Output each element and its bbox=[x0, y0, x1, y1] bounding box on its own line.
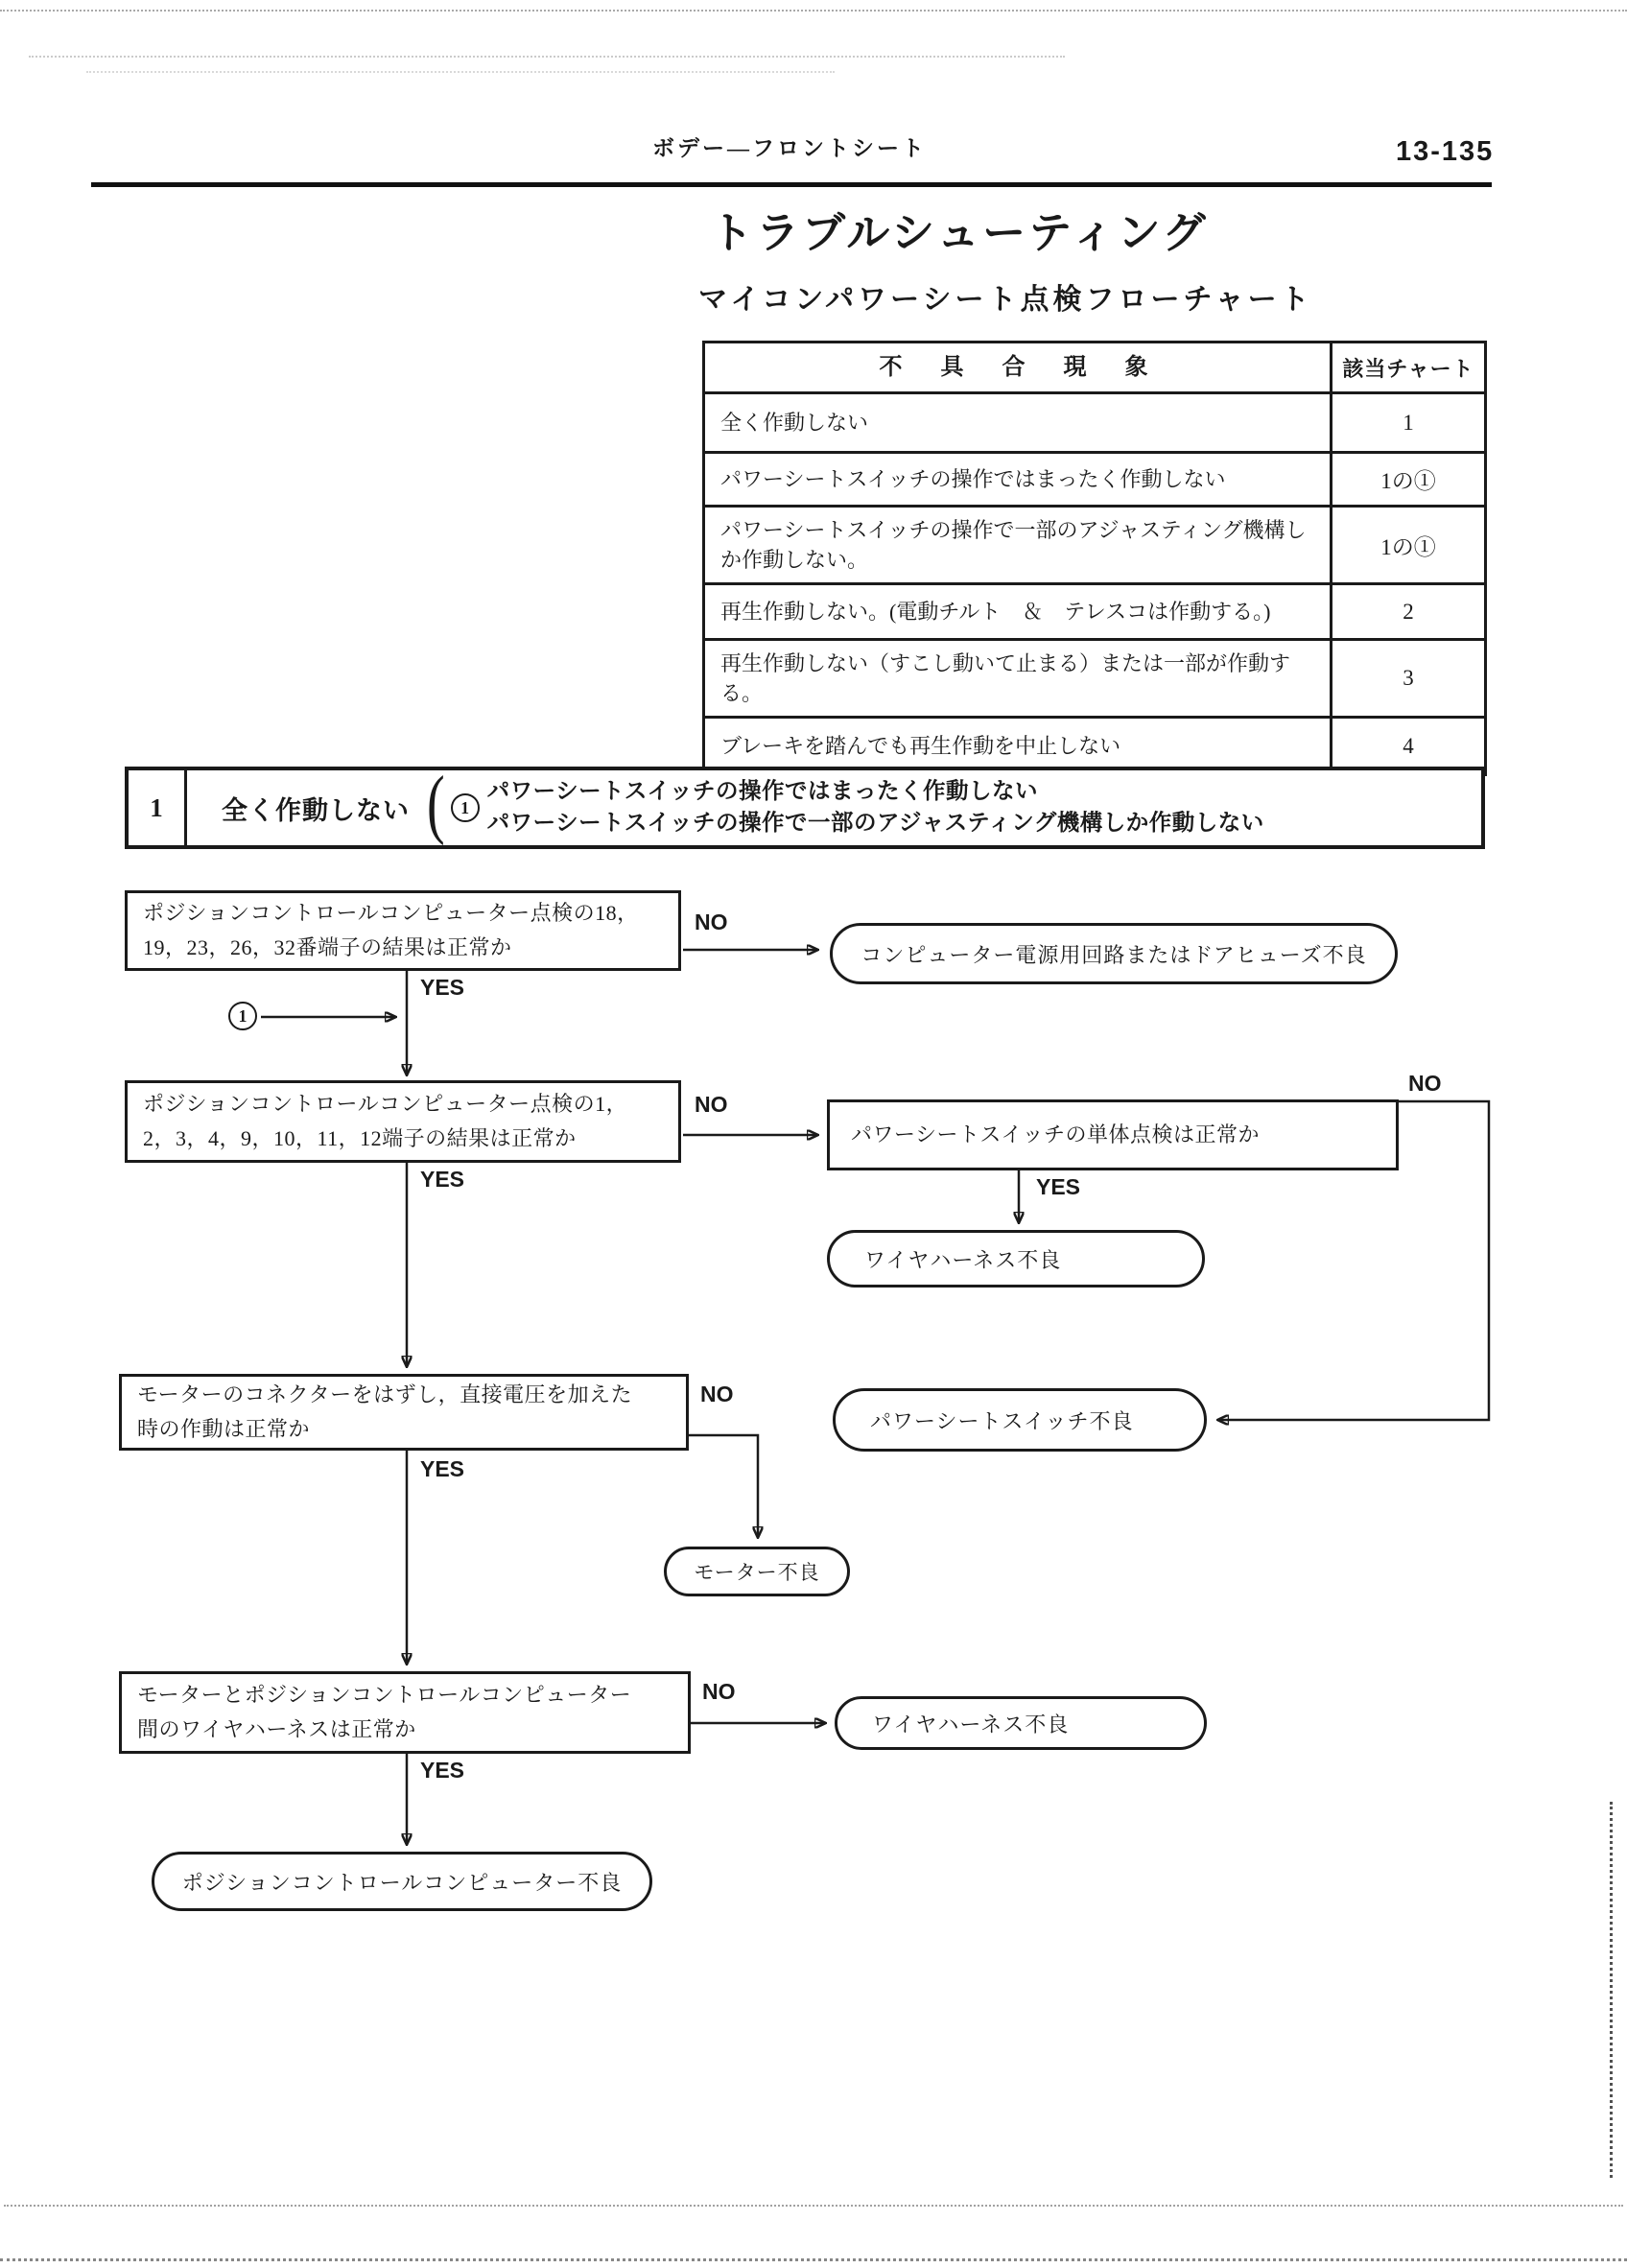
symptom-cell: パワーシートスイッチの操作で一部のアジャスティング機構しか作動しない。 bbox=[705, 508, 1332, 582]
chart-header-cell: 該当チャート bbox=[1342, 356, 1474, 381]
no-label: NO bbox=[695, 910, 728, 934]
circled-number-1-entry: 1 bbox=[228, 1002, 257, 1030]
no-label: NO bbox=[700, 1382, 734, 1406]
symptom-table bbox=[702, 341, 1487, 776]
flow-oval-power-circuit: コンピューター電源用回路またはドアヒューズ不良 bbox=[830, 923, 1398, 984]
symptom-cell: 再生作動しない。(電動チルト ＆ テレスコは作動する。) bbox=[705, 585, 1332, 638]
table-row bbox=[705, 451, 1484, 505]
no-label: NO bbox=[702, 1679, 736, 1704]
yes-label: YES bbox=[420, 1758, 465, 1783]
flow-oval-motor: モーター不良 bbox=[664, 1547, 850, 1596]
table-row bbox=[705, 391, 1484, 451]
symptom-cell: 全く作動しない bbox=[705, 394, 1332, 451]
flow-box-terminal-check-1 bbox=[125, 890, 681, 971]
page-title: トラブルシューティング bbox=[710, 209, 1209, 257]
flow-box-line: パワーシートスイッチの単体点検は正常か bbox=[851, 1122, 1260, 1146]
scan-noise-top-1 bbox=[0, 10, 1627, 12]
header-rule bbox=[91, 182, 1492, 187]
flow-box-line: モーターのコネクターをはずし，直接電圧を加えた bbox=[137, 1382, 633, 1406]
section-number: 1 bbox=[129, 770, 187, 845]
table-row bbox=[705, 638, 1484, 716]
section-label: 全く作動しない bbox=[222, 795, 410, 825]
flow-oval-wire-harness-1: ワイヤハーネス不良 bbox=[827, 1230, 1205, 1288]
chart-cell: 3 bbox=[1403, 666, 1414, 690]
no-label: NO bbox=[1408, 1071, 1442, 1096]
no-label: NO bbox=[695, 1092, 728, 1117]
flow-box-line: 間のワイヤハーネスは正常か bbox=[137, 1717, 416, 1741]
scan-noise-bottom-1 bbox=[4, 2205, 1623, 2207]
flow-box-line: 時の作動は正常か bbox=[137, 1417, 311, 1441]
banner-condition-lines bbox=[487, 776, 1264, 839]
page-subtitle: マイコンパワーシート点検フローチャート bbox=[698, 284, 1313, 316]
circled-number-1: 1 bbox=[451, 793, 480, 822]
chart-cell: 1の① bbox=[1380, 469, 1436, 493]
flow-box-line: ポジションコントロールコンピューター点検の18， bbox=[143, 901, 639, 925]
scan-noise-top-3 bbox=[86, 71, 835, 73]
flow-box-line: ポジションコントロールコンピューター点検の1， bbox=[143, 1092, 628, 1116]
yes-label: YES bbox=[420, 1456, 465, 1481]
symptom-cell: 再生作動しない（すこし動いて止まる）または一部が作動する。 bbox=[705, 641, 1332, 716]
chart-cell: 2 bbox=[1403, 599, 1414, 624]
flow-box-motor-direct-voltage bbox=[119, 1374, 689, 1451]
scan-noise-top-2 bbox=[29, 56, 1065, 58]
scan-noise-bottom-2 bbox=[0, 2258, 1627, 2261]
symptom-cell: パワーシートスイッチの操作ではまったく作動しない bbox=[705, 454, 1332, 505]
yes-label: YES bbox=[1036, 1174, 1081, 1199]
chart-cell: 4 bbox=[1403, 733, 1414, 758]
header-section-title: ボデー―フロントシート bbox=[652, 136, 927, 160]
chart-cell: 1の① bbox=[1380, 534, 1436, 559]
flow-box-line: モーターとポジションコントロールコンピューター bbox=[137, 1683, 632, 1707]
banner-condition-line2: パワーシートスイッチの操作で一部のアジャスティング機構しか作動しない bbox=[486, 811, 1264, 836]
flow-box-switch-unit-check bbox=[827, 1099, 1399, 1170]
scan-noise-right-edge bbox=[1610, 1802, 1613, 2178]
yes-label: YES bbox=[420, 975, 465, 1000]
flow-oval-position-computer: ポジションコントロールコンピューター不良 bbox=[152, 1852, 652, 1911]
flow-oval-wire-harness-2: ワイヤハーネス不良 bbox=[835, 1696, 1207, 1750]
flow-oval-power-seat-switch: パワーシートスイッチ不良 bbox=[833, 1388, 1207, 1452]
page-number: 13-135 bbox=[1396, 136, 1495, 167]
flow-box-terminal-check-2 bbox=[125, 1080, 681, 1163]
banner-condition-line1: パワーシートスイッチの操作ではまったく作動しない bbox=[486, 779, 1038, 804]
flow-box-line: 2，3，4，9，10，11，12端子の結果は正常か bbox=[143, 1126, 577, 1150]
flow-box-motor-computer-harness bbox=[119, 1671, 691, 1754]
section-banner: 1 全く作動しない ( 1 パワーシートスイッチの操作ではまったく作動しない パワーシートスイッチの操作で一部のアジャスティング機構しか作動しない bbox=[125, 767, 1485, 849]
chart-cell: 1 bbox=[1403, 410, 1414, 435]
table-row bbox=[705, 582, 1484, 638]
symptom-table-header-row bbox=[705, 343, 1484, 391]
symptom-header-cell: 不 具 合 現 象 bbox=[705, 343, 1332, 391]
table-row bbox=[705, 505, 1484, 582]
flow-box-line: 19，23，26，32番端子の結果は正常か bbox=[143, 935, 512, 959]
symptom-cell: ブレーキを踏んでも再生作動を中止しない bbox=[705, 719, 1332, 773]
yes-label: YES bbox=[420, 1167, 465, 1192]
table-row bbox=[705, 716, 1484, 773]
